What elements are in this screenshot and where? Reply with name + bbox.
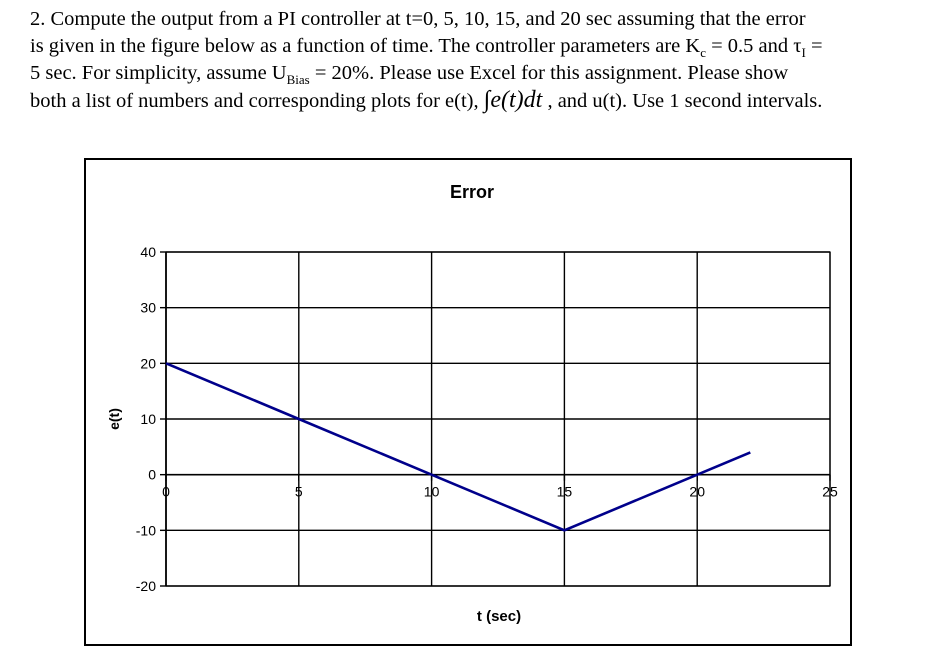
problem-line-4: both a list of numbers and corresponding plots for e(t), ∫e(t)dt , and u(t). Use 1 second intervals. bbox=[30, 87, 823, 113]
y-tick-label: -20 bbox=[135, 578, 156, 594]
y-tick-label: 0 bbox=[148, 466, 156, 483]
error-series-line bbox=[166, 363, 750, 530]
y-tick-label: 20 bbox=[140, 355, 156, 372]
x-tick-label: 0 bbox=[162, 483, 170, 500]
x-axis-label: t (sec) bbox=[476, 608, 522, 625]
chart-svg bbox=[86, 160, 850, 644]
x-tick-label: 10 bbox=[423, 483, 440, 500]
y-axis-label: e(t) bbox=[106, 408, 122, 430]
y-tick-label: 30 bbox=[140, 299, 156, 316]
y-tick-label: -10 bbox=[135, 522, 156, 539]
x-tick-label: 5 bbox=[294, 483, 303, 500]
error-chart bbox=[84, 158, 852, 646]
series-group bbox=[166, 363, 750, 530]
problem-line-2: is given in the figure below as a function of time. The controller parameters are $K_c = 0.5$ and $\tau_I$ = bbox=[30, 35, 823, 61]
problem-line-1: 2. Compute the output from a PI controller at t=0, 5, 10, 15, and 20 sec assuming that the error bbox=[30, 8, 806, 30]
chart-title: Error bbox=[449, 182, 495, 202]
integral-expression: ∫e(t)dt bbox=[483, 87, 543, 113]
problem-statement bbox=[30, 6, 920, 115]
y-tick-label: 10 bbox=[140, 411, 156, 427]
x-tick-label: 20 bbox=[689, 483, 705, 500]
y-tick-label: 40 bbox=[140, 244, 156, 260]
x-tick-label: 25 bbox=[822, 483, 838, 500]
problem-line-3: 5 sec. For simplicity, assume $U_{Bias} = 20\%$. Please use Excel for this assignment. Please show bbox=[30, 62, 789, 88]
grid-lines bbox=[166, 252, 830, 586]
x-tick-label: 15 bbox=[556, 483, 573, 500]
